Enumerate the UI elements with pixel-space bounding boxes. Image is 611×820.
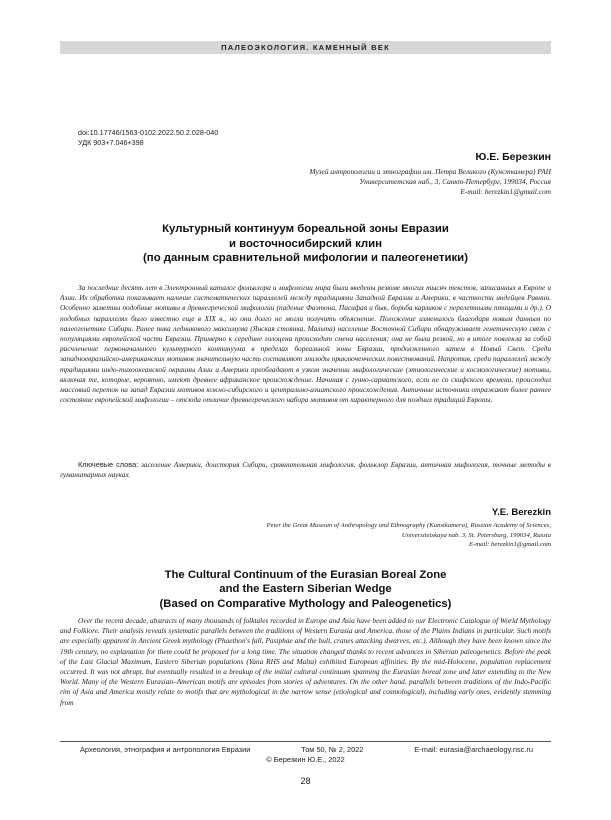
title-en — [60, 568, 551, 611]
title-ru-line: и восточносибирский клин — [228, 237, 383, 250]
affiliation-ru-line: Университетская наб., 3, Санкт-Петербург, 199034, Россия — [359, 177, 551, 186]
title-ru — [60, 222, 551, 266]
journal-name: Археология, этнография и антропология Евразии — [80, 745, 251, 754]
author-ru: Ю.Е. Березкин — [475, 151, 551, 163]
page-number: 28 — [300, 776, 311, 786]
abstract-ru: За последние десять лет в Электронный каталог фольклора и мифологии мира были введены резюме многих тысяч текстов, записанных в Европе и Азии. Их обработка показывает наличие систематических параллелей между традициями Западной Евразии и Америки, в частности индейцев Равнин. Особенно заметны подобные мотивы в древнегреческой мифологии (падение Фаэтона, Пасифая и бык, борьба карликов с перелетными птицами и др.). О подобных параллелях было известно еще в XIX в., но они долго не могли получить объяснение. Положение изменилось благодаря новым данным по палеогенетике Сибири. Ранее пика ледникового максимума (Янская стоянка, Мальта) население Восточной Сибири обнаруживает генетическую связь с популяциями европейской части Евразии. Примерно к середине голоцена происходит смена населения; она не была резкой, но в итоге повлекла за собой расчленение первоначального культурного континуума в пределах бореальной зоны Евразии, продолженного затем в Новый Свет. Среди западноевразийско-американских мотивов значительную часть составляют эпизоды приключенческих повествований. Напротив, среди параллелей между традициями индо-тихоокеанской окраины Азии и Америки преобладают в узком значении мифологические (этиологические и космологические) мотивы, включая те, которые, вероятно, имеют древнее африканское происхождение. Начиная с гунно-сарматского, если не со скифского времени, происходил массовый переток на запад Евразии мотивов южно-сибирского и центрально-азиатского происхождения. Античные источники отражают более раннее состояние европейской мифологии – отсюда отличие древнегреческого набора мотивов от характерного для поздних традиций Европы. — [60, 283, 551, 405]
affiliation-ru — [131, 167, 551, 197]
title-en-line: and the Eastern Siberian Wedge — [219, 583, 392, 596]
affiliation-en — [71, 521, 551, 550]
keywords-ru — [60, 460, 551, 480]
keywords-label: Ключевые слова: — [78, 460, 139, 469]
journal-email: E-mail: eurasia@archaeology.nsc.ru — [414, 745, 533, 754]
affiliation-ru-email: E-mail: berezkin1@gmail.com — [460, 187, 551, 196]
udk: УДК 903+7.046+398 — [78, 138, 144, 147]
doi: doi:10.17746/1563-0102.2022.50.2.028-040 — [78, 128, 219, 137]
keywords-list: заселение Америки, доистория Сибири, сравнительная мифология, фольклор Евразии, античная мифология, точные методы в гуманитарных науках. — [60, 460, 551, 480]
affiliation-en-email: E-mail: berezkin1@gmail.com — [468, 541, 551, 548]
meta-block — [78, 128, 218, 148]
affiliation-en-line: Universitetskaya nab. 3, St. Petersburg, 199034, Russia — [401, 531, 551, 539]
copyright: © Березкин Ю.Е., 2022 — [266, 755, 345, 764]
affiliation-ru-line: Музей антропологии и этнографии им. Петра Великого (Кунсткамера) РАН — [309, 167, 551, 176]
title-en-line: The Cultural Continuum of the Eurasian Boreal Zone — [164, 569, 447, 581]
title-ru-line: Культурный континуум бореальной зоны Евразии — [162, 223, 449, 235]
affiliation-en-line: Peter the Great Museum of Anthropology and Ethnography (Kunstkamera), Russian Academy of Sciences, — [266, 522, 551, 529]
title-en-line: (Based on Comparative Mythology and Paleogenetics) — [159, 597, 452, 610]
footer-journal-line — [60, 745, 551, 754]
author-en: Y.E. Berezkin — [491, 507, 551, 518]
section-header: ПАЛЕОЭКОЛОГИЯ. КАМЕННЫЙ ВЕК — [221, 43, 390, 52]
abstract-en: Over the recent decade, abstracts of many thousands of folktales recorded in Europe and Asia have been added to our Electronic Catalogue of World Mythology and Folklore. Their analysis reveals systematic parallels between the traditions of Western Eurasia and America, those of the Plains Indians in particular. Such motifs are especially apparent in Ancient Greek mythology (Phaethon's fall, Pasiphae and the bull, cranes attacking dwarves, etc.). Although they have been known since the 19th century, no explanation for them could be proposed for a long time. The situation changed thanks to recent advances in Siberian paleogenetics. Before the peak of the Last Glacial Maximum, Eastern Siberian populations (Yana RHS and Malta) exhibited European affinities. By the mid-Holocene, population replacement occurred. It was not abrupt, but eventually resulted in a breakup of the initial cultural continuum spanning the Eurasian boreal zone and later extending to the New World. Many of the Western Eurasian–American motifs are episodes from stories of adventures. On the other hand, parallels between traditions of the Indo-Pacific rim of Asia and America mostly relate to motifs that are mythological in the narrow sense (etiological and cosmological), including early ones, evidently stemming from — [60, 616, 551, 707]
footer-divider — [60, 741, 551, 742]
title-ru-line: (по данным сравнительной мифологии и палеогенетики) — [143, 252, 468, 264]
section-header-band — [60, 41, 551, 54]
journal-volume: Том 50, № 2, 2022 — [301, 745, 364, 754]
